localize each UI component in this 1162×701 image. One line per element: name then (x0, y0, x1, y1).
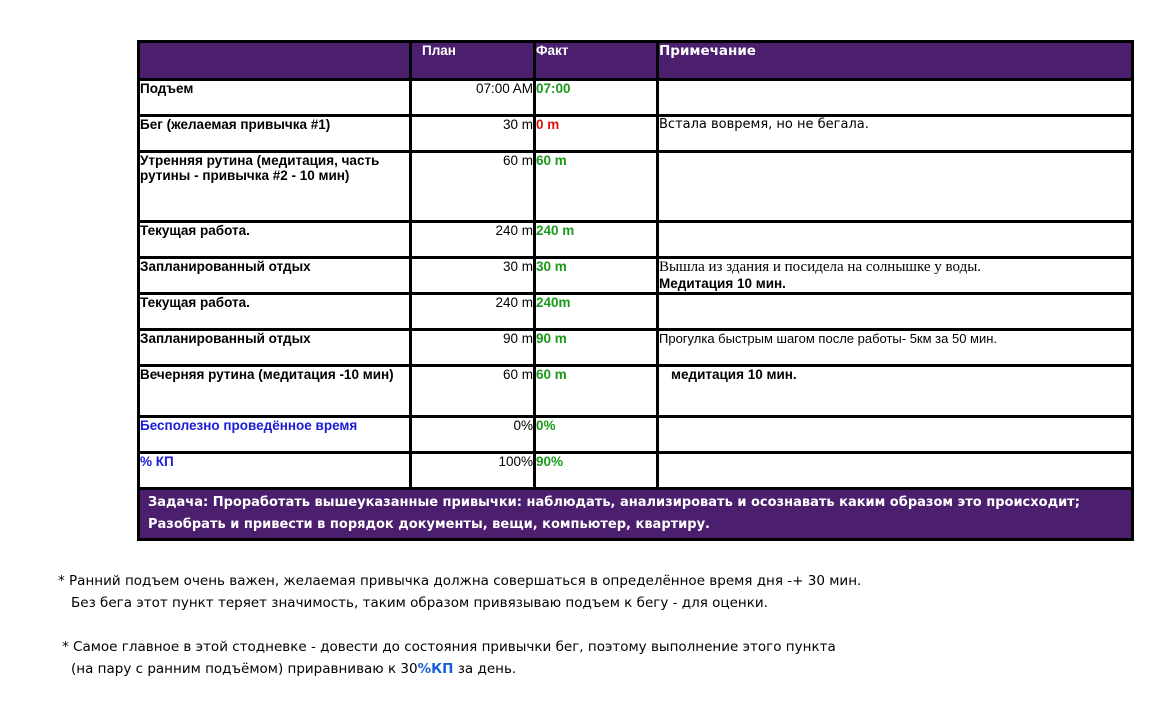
table-row (139, 366, 1133, 417)
fact-cell: 30 m (535, 258, 658, 294)
plan-cell: 60 m (411, 152, 535, 222)
footnote-1-line-2: Без бега этот пункт теряет значимость, таким образом привязываю подъем к бегу - для оценки. (71, 595, 768, 611)
activity-cell: Текущая работа. (139, 294, 411, 330)
fact-cell: 240m (535, 294, 658, 330)
note-cell (658, 222, 1133, 258)
header-plan: План (411, 42, 535, 80)
table-header-row (139, 42, 1133, 80)
fact-cell: 90% (535, 453, 658, 489)
note-cell (658, 366, 1133, 417)
header-note: Примечание (658, 42, 1133, 80)
activity-cell: Запланированный отдых (139, 330, 411, 366)
plan-cell: 07:00 AM (411, 80, 535, 116)
header-activity (139, 42, 411, 80)
kp-highlight: %КП (417, 661, 454, 677)
plan-cell: 60 m (411, 366, 535, 417)
activity-cell-wasted-time: Бесполезно проведённое время (139, 417, 411, 453)
plan-cell: 90 m (411, 330, 535, 366)
footnote-2-line-1: * Самое главное в этой стодневке - довести до состояния привычки бег, поэтому выполнение этого пункта (62, 639, 836, 655)
note-cell: Встала вовремя, но не бегала. (658, 116, 1133, 152)
table-row (139, 417, 1133, 453)
footnotes (58, 570, 861, 680)
task-row (139, 489, 1133, 540)
table-row (139, 330, 1133, 366)
table-row (139, 258, 1133, 294)
table-row (139, 116, 1133, 152)
table-row (139, 294, 1133, 330)
fact-cell: 60 m (535, 366, 658, 417)
header-fact: Факт (535, 42, 658, 80)
fact-cell: 0% (535, 417, 658, 453)
plan-cell: 30 m (411, 258, 535, 294)
table-row (139, 152, 1133, 222)
table-row (139, 222, 1133, 258)
table-row (139, 80, 1133, 116)
habit-tracker-table (137, 40, 1134, 541)
note-cell (658, 80, 1133, 116)
fact-cell: 240 m (535, 222, 658, 258)
note-cell (658, 152, 1133, 222)
habit-tracker-table-wrapper (137, 40, 1131, 541)
note-cell: Прогулка быстрым шагом после работы- 5км за 50 мин. (658, 330, 1133, 366)
footnote-2-text-end: за день. (453, 661, 517, 677)
plan-cell: 240 m (411, 294, 535, 330)
activity-cell: Вечерняя рутина (медитация -10 мин) (139, 366, 411, 417)
footnote-2-text: (на пару с ранним подъёмом) приравниваю к 30 (71, 661, 418, 677)
note-bold-text: медитация 10 мин. (671, 367, 797, 382)
note-cell (658, 453, 1133, 489)
activity-cell: Текущая работа. (139, 222, 411, 258)
fact-cell: 90 m (535, 330, 658, 366)
plan-cell: 100% (411, 453, 535, 489)
note-text: Вышла из здания и посидела на солнышке у воды. (659, 259, 982, 275)
table-row (139, 453, 1133, 489)
activity-cell: Бег (желаемая привычка #1) (139, 116, 411, 152)
activity-cell: Подъем (139, 80, 411, 116)
fact-cell: 07:00 (535, 80, 658, 116)
plan-cell: 0% (411, 417, 535, 453)
note-cell (658, 417, 1133, 453)
note-bold-text: Медитация 10 мин. (659, 276, 786, 291)
fact-cell: 0 m (535, 116, 658, 152)
plan-cell: 30 m (411, 116, 535, 152)
task-text: Задача: Проработать вышеуказанные привычки: наблюдать, анализировать и осознавать каким образом это происходит; Разобрать и привести в порядок документы, вещи, компьютер, квартиру. (139, 489, 1133, 540)
activity-cell: Запланированный отдых (139, 258, 411, 294)
plan-cell: 240 m (411, 222, 535, 258)
activity-cell: Утренняя рутина (медитация, часть рутины - привычка #2 - 10 мин) (139, 152, 411, 222)
activity-cell-kp-percent: % КП (139, 453, 411, 489)
note-cell (658, 258, 1133, 294)
fact-cell: 60 m (535, 152, 658, 222)
footnote-2-line-2 (58, 658, 861, 680)
footnote-1-line-1: * Ранний подъем очень важен, желаемая привычка должна совершаться в определённое время дня -+ 30 мин. (58, 573, 862, 589)
note-cell (658, 294, 1133, 330)
